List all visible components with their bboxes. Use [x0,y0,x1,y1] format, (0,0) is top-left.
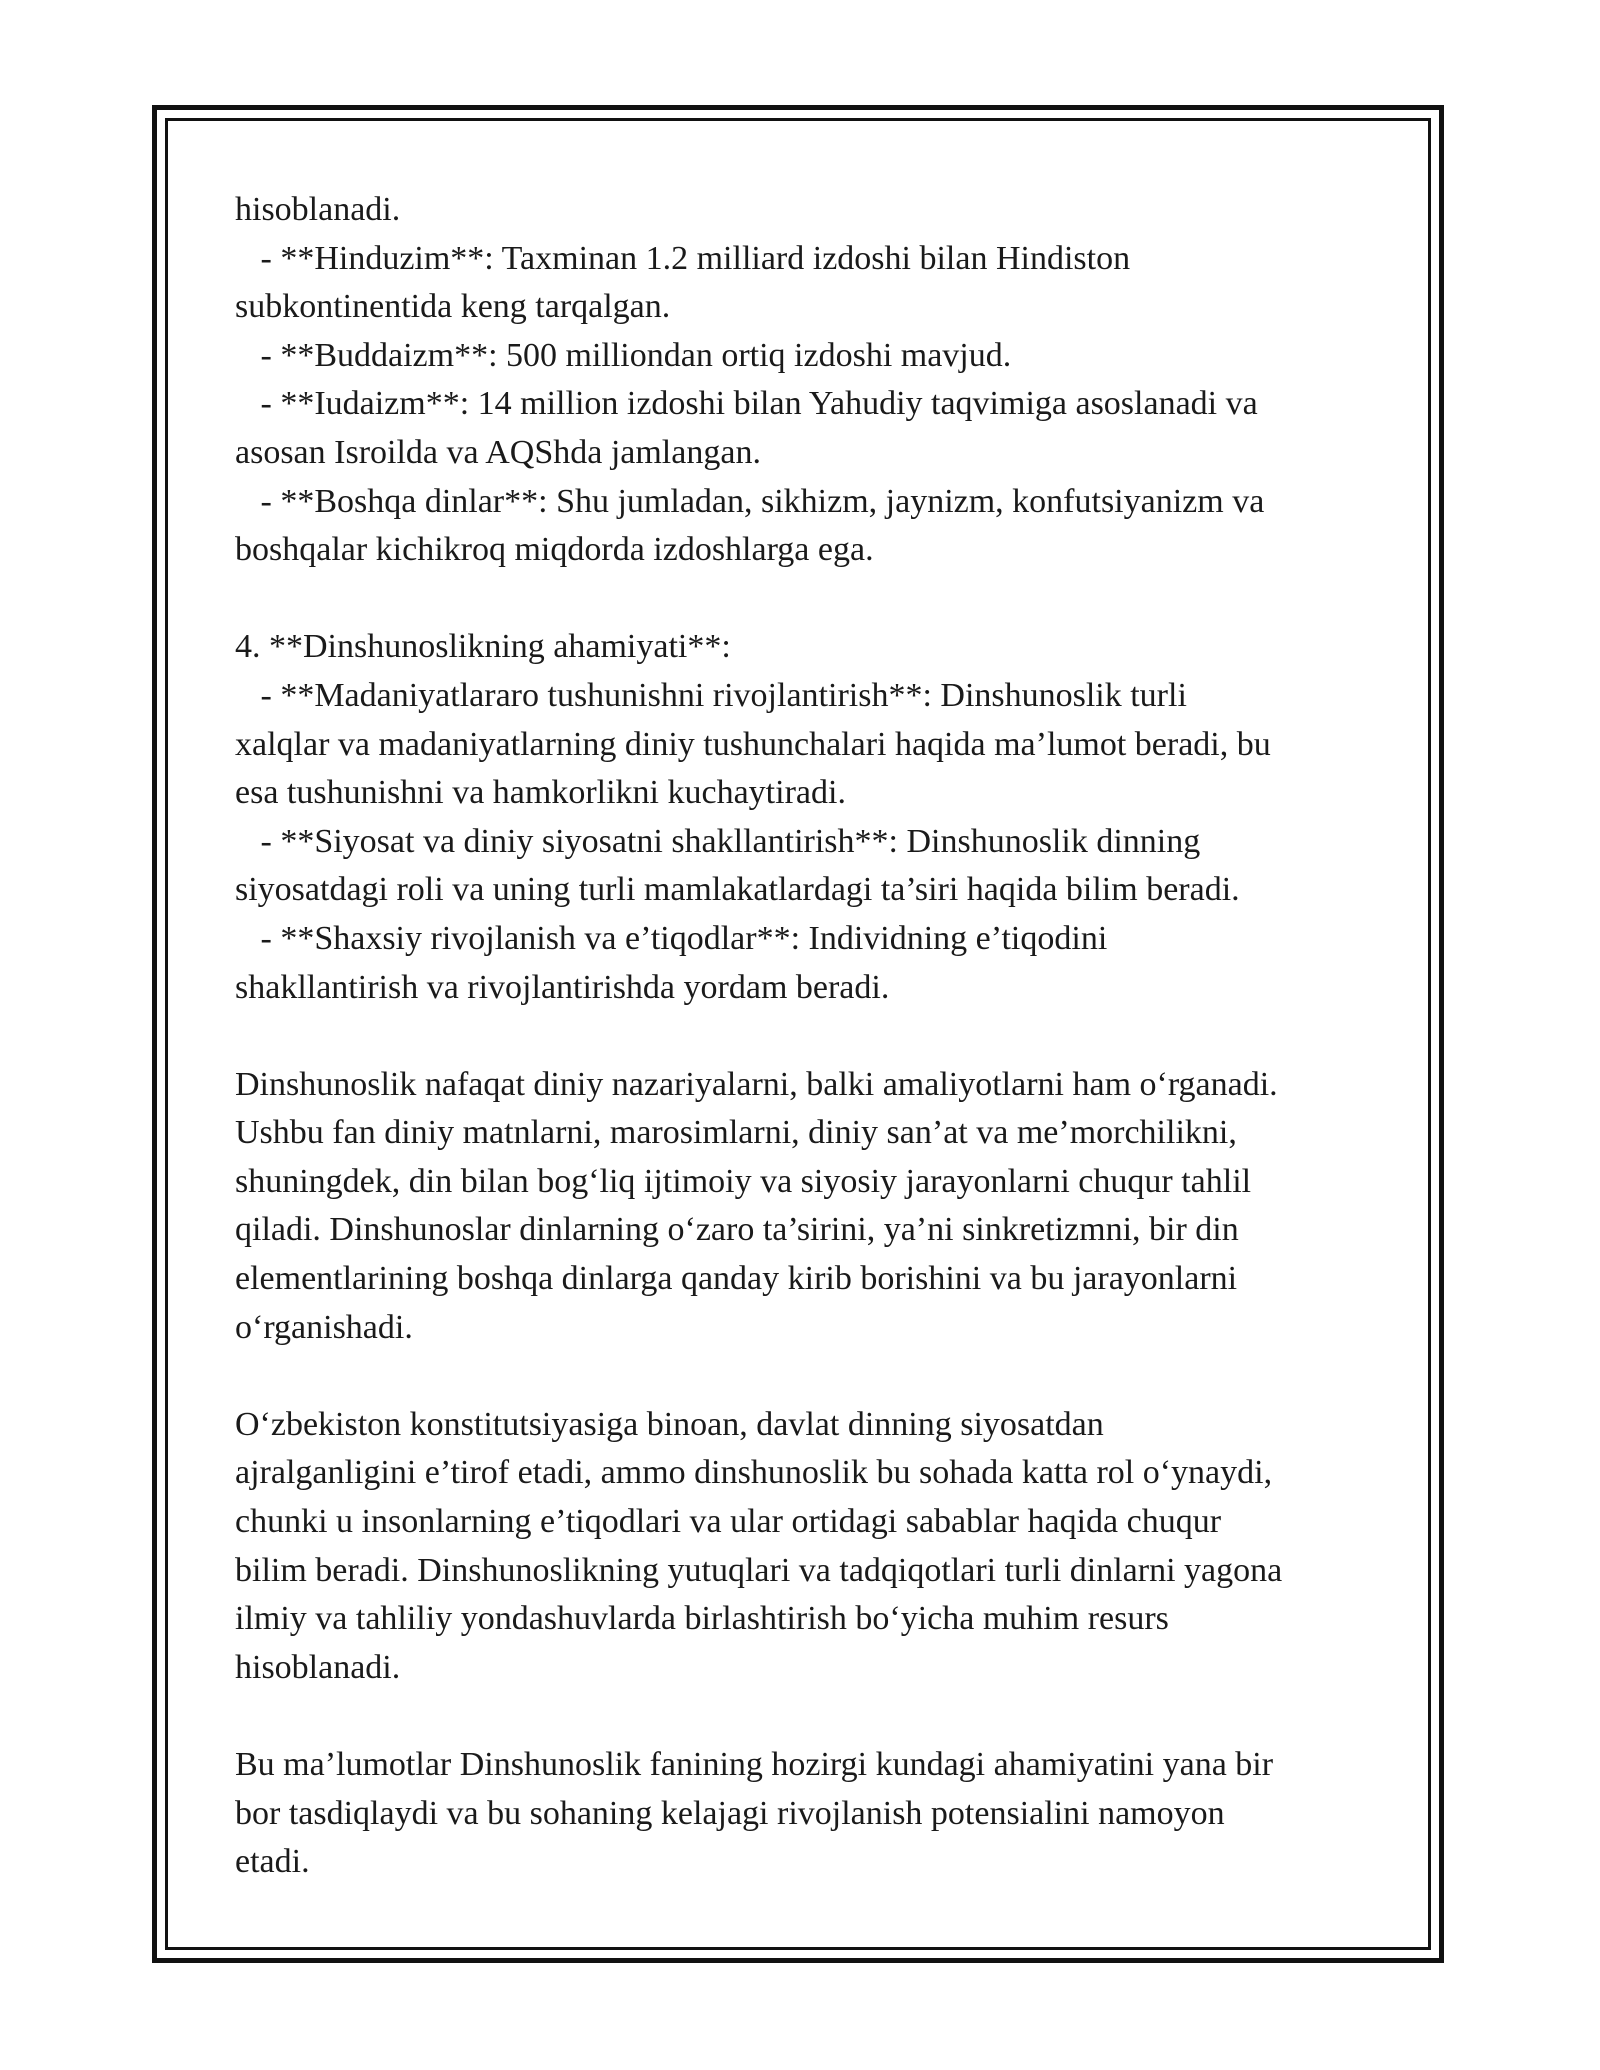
text-line: - **Madaniyatlararo tushunishni rivojlantirish**: Dinshunoslik turli [235,676,1187,714]
text-line: - **Boshqa dinlar**: Shu jumladan, sikhizm, jaynizm, konfutsiyanizm va [235,482,1265,520]
text-line: - **Hinduzim**: Taxminan 1.2 milliard izdoshi bilan Hindiston [235,239,1131,277]
text-line: Dinshunoslik nafaqat diniy nazariyalarni, balki amaliyotlarni ham o‘rganadi. [235,1065,1278,1103]
text-line: subkontinentida keng tarqalgan. [235,288,671,326]
text-line: elementlarining boshqa dinlarga qanday kirib borishini va bu jarayonlarni [235,1260,1238,1298]
text-line: O‘zbekiston konstitutsiyasiga binoan, davlat dinning siyosatdan [235,1405,1104,1443]
text-line: - **Buddaizm**: 500 milliondan ortiq izdoshi mavjud. [235,336,1012,374]
text-line: bor tasdiqlaydi va bu sohaning kelajagi rivojlanish potensialini namoyon [235,1794,1225,1832]
text-line: siyosatdagi roli va uning turli mamlakatlardagi ta’siri haqida bilim beradi. [235,871,1240,909]
text-line: Bu ma’lumotlar Dinshunoslik fanining hozirgi kundagi ahamiyatini yana bir [235,1746,1274,1783]
text-line: hisoblanadi. [235,1648,401,1686]
text-line: o‘rganishadi. [235,1308,413,1346]
text-line: bilim beradi. Dinshunoslikning yutuqlari va tadqiqotlari turli dinlarni yagona [235,1551,1283,1589]
text-line: ajralganligini e’tirof etadi, ammo dinshunoslik bu sohada katta rol o‘ynaydi, [235,1454,1273,1492]
blank-line [235,1692,1375,1741]
text-line: asosan Isroilda va AQShda jamlangan. [235,433,761,471]
text-line: Ushbu fan diniy matnlarni, marosimlarni, diniy san’at va me’morchilikni, [235,1114,1237,1152]
text-line: esa tushunishni va hamkorlikni kuchaytiradi. [235,774,846,812]
text-line: chunki u insonlarning e’tiqodlari va ular ortidagi sabablar haqida chuqur [235,1503,1222,1541]
text-line: hisoblanadi. [235,191,401,228]
text-line: 4. **Dinshunoslikning ahamiyati**: [235,628,731,666]
text-line: xalqlar va madaniyatlarning diniy tushunchalari haqida ma’lumot beradi, bu [235,725,1271,763]
text-line: shakllantirish va rivojlantirishda yordam beradi. [235,968,890,1006]
blank-line [235,1012,1375,1061]
blank-line [235,575,1375,624]
text-line: - **Siyosat va diniy siyosatni shakllantirish**: Dinshunoslik dinning [235,822,1201,860]
text-line: ilmiy va tahliliy yondashuvlarda birlashtirish bo‘yicha muhim resurs [235,1600,1169,1638]
text-line: shuningdek, din bilan bog‘liq ijtimoiy va siyosiy jarayonlarni chuqur tahlil [235,1162,1252,1200]
text-line: boshqalar kichikroq miqdorda izdoshlarga ega. [235,531,874,569]
text-line: etadi. [235,1843,310,1881]
text-line: - **Shaxsiy rivojlanish va e’tiqodlar**: Individning e’tiqodini [235,919,1108,957]
text-line: - **Iudaizm**: 14 million izdoshi bilan Yahudiy taqvimiga asoslanadi va [235,385,1258,423]
document-body [235,186,1375,1887]
blank-line [235,1352,1375,1401]
text-line: qiladi. Dinshunoslar dinlarning o‘zaro ta’sirini, ya’ni sinkretizmni, bir din [235,1211,1239,1249]
